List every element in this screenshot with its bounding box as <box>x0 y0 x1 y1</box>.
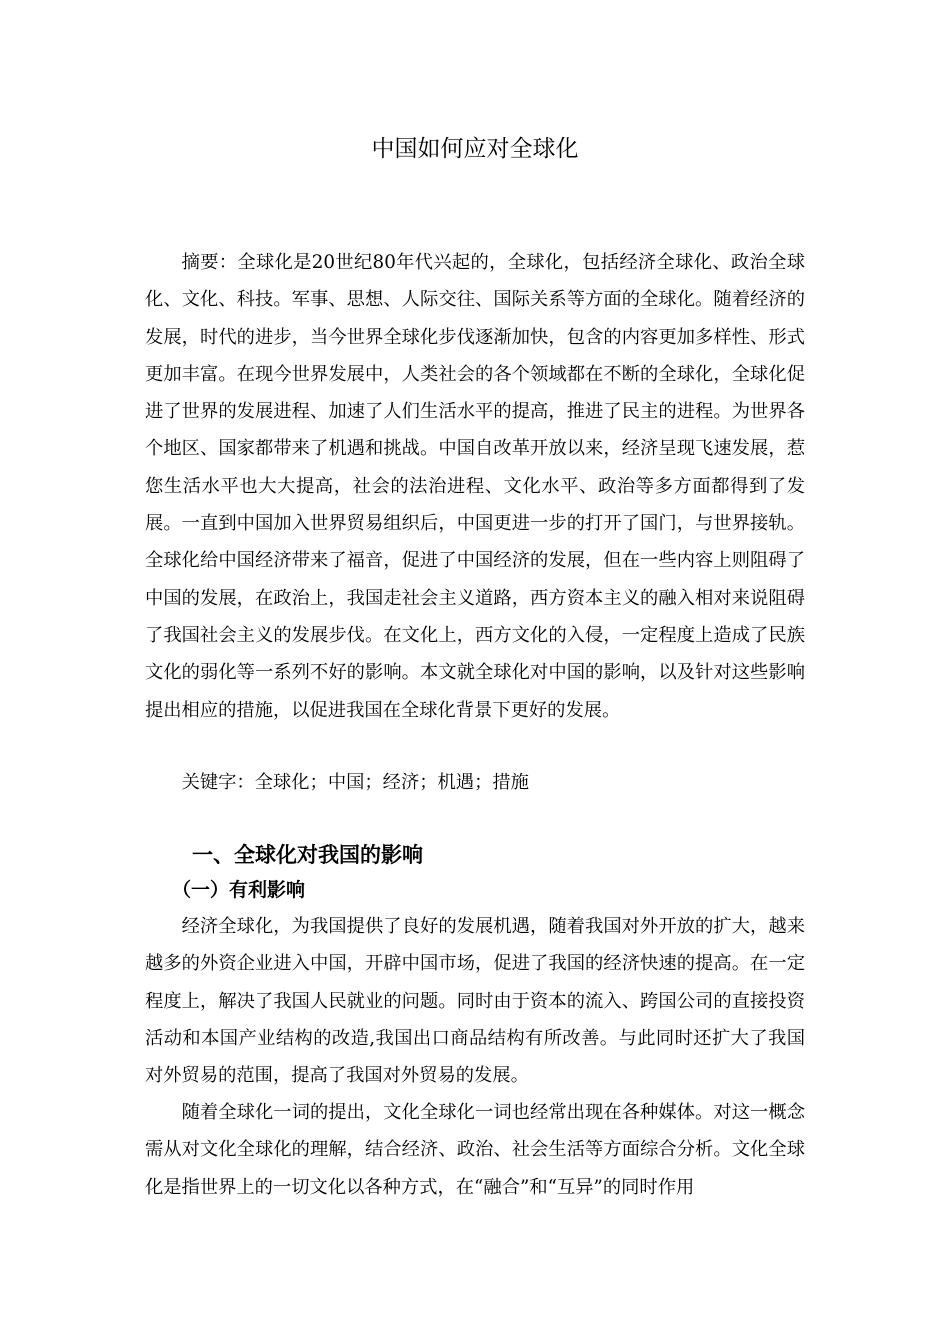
subsection-heading: （一）有利影响 <box>172 879 306 901</box>
keywords-line: 关键字：全球化；中国；经济；机遇；措施 <box>181 772 529 793</box>
body-paragraph-2-block <box>145 1094 805 1206</box>
body-paragraph-1-block <box>145 908 805 1094</box>
body-paragraph: 经济全球化，为我国提供了良好的发展机遇，随着我国对外开放的扩大，越来越多的外资企业进入中国，开辟中国市场，促进了我国的经济快速的提高。在一定程度上，解决了我国人民就业的问题。同时由于资本的流入、跨国公司的直接投资活动和本国产业结构的改造,我国出口商品结构有所改善。与此同时还扩大了我国对外贸易的范围，提高了我国对外贸易的发展。 <box>145 916 805 1087</box>
abstract-paragraph: 摘要：全球化是20世纪80年代兴起的，全球化，包括经济全球化、政治全球化、文化、科技。军事、思想、人际交往、国际关系等方面的全球化。随着经济的发展，时代的进步，当今世界全球化步伐逐渐加快，包含的内容更加多样性、形式更加丰富。在现今世界发展中，人类社会的各个领域都在不断的全球化，全球化促进了世界的发展进程、加速了人们生活水平的提高，推进了民主的进程。为世界各个地区、国家都带来了机遇和挑战。中国自改革开放以来，经济呈现飞速发展，惹您生活水平也大大提高，社会的法治进程、文化水平、政治等多方面都得到了发展。一直到中国加入世界贸易组织后，中国更进一步的打开了国门，与世界接轨。全球化给中国经济带来了福音，促进了中国经济的发展，但在一些内容上则阻碍了中国的发展，在政治上，我国走社会主义道路，西方资本主义的融入相对来说阻碍了我国社会主义的发展步伐。在文化上，西方文化的入侵，一定程度上造成了民族文化的弱化等一系列不好的影响。本文就全球化对中国的影响，以及针对这些影响提出相应的措施，以促进我国在全球化背景下更好的发展。 <box>145 252 805 721</box>
abstract-block <box>145 244 805 729</box>
keywords-block <box>145 764 805 801</box>
document-title: 中国如何应对全球化 <box>371 136 579 162</box>
body-paragraph: 随着全球化一词的提出，文化全球化一词也经常出现在各种媒体。对这一概念需从对文化全球化的理解，结合经济、政治、社会生活等方面综合分析。文化全球化是指世界上的一切文化以各种方式，在“融合”和“互异”的同时作用 <box>145 1102 805 1198</box>
section-heading: 一、全球化对我国的影响 <box>192 843 423 867</box>
